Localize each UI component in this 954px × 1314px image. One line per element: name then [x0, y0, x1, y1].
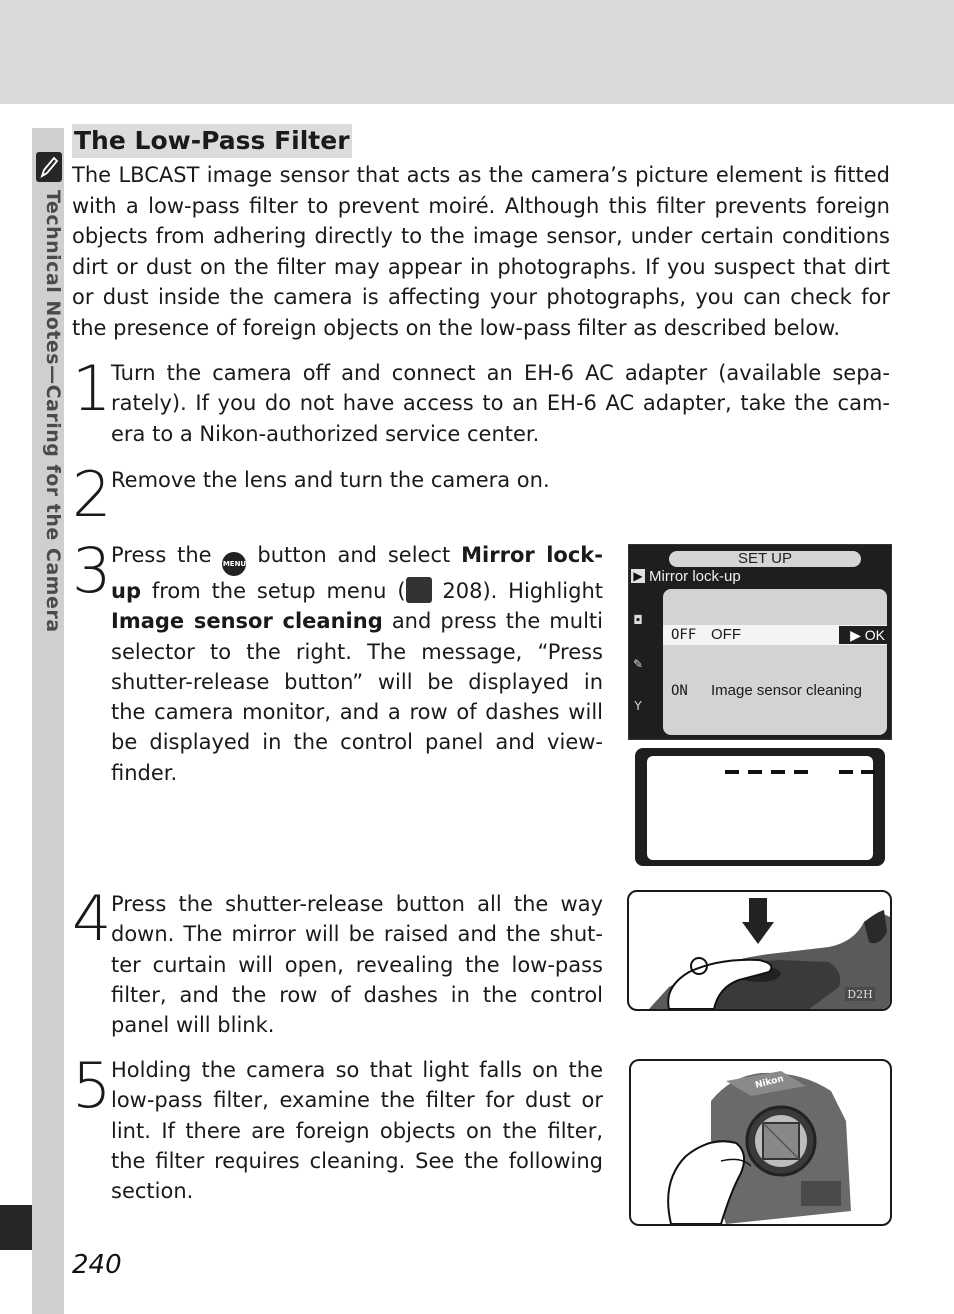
dash-segment [748, 770, 762, 774]
control-panel-lcd [647, 756, 873, 860]
menu-button-icon: MENU [222, 552, 246, 576]
menu-option-label: Image sensor cleaning [711, 682, 862, 699]
menu-option-off [663, 625, 887, 645]
dash-segment [861, 770, 875, 774]
menu-option-code: ON [671, 683, 688, 699]
menu-options-panel [663, 589, 887, 735]
sidebar-chapter-title: Technical Notes—Caring for the Camera [42, 190, 64, 633]
right-arrow-icon: ▶ [850, 627, 865, 643]
dash-segment [794, 770, 808, 774]
step-1-number: 1 [72, 352, 112, 425]
step-5-number: 5 [72, 1049, 112, 1122]
camera-tab-icon: ◘ [633, 613, 643, 627]
menu-item-title: Mirror lock-up [649, 568, 741, 585]
pencil-tab-icon: ✎ [632, 657, 644, 671]
camera-model-badge: D2H [847, 988, 873, 1001]
page-reference-icon [406, 577, 432, 603]
intro-paragraph: The LBCAST image sensor that acts as the camera’s picture element is fitted with a low-pass filter to prevent moiré. Although this filter prevents foreign objects from adhering directly to the image sensor, under certain conditions dirt or dust on the filter may appear in photographs. If you suspect that dirt or dust inside the camera is affecting your photographs, you can check for the presence of foreign objects on the low-pass filter as described below. [72, 163, 890, 340]
pencil-tab-icon [36, 152, 62, 182]
page-number: 240 [72, 1250, 122, 1280]
camera-body-illustration [629, 1059, 892, 1226]
menu-tab-column [629, 567, 647, 737]
dash-segment [725, 770, 739, 774]
menu-option-on [663, 681, 887, 701]
step-2-text: Remove the lens and turn the camera on. [111, 468, 550, 492]
control-panel-display [635, 748, 885, 866]
dash-segment [839, 770, 853, 774]
menu-header: SET UP [669, 551, 861, 567]
camera-brand-logo: Nikon [754, 1074, 785, 1091]
step-3-number: 3 [72, 534, 112, 607]
ok-indicator: ▶ OK [839, 626, 887, 644]
menu-option-code: OFF [671, 627, 697, 643]
step-1-text: Turn the camera off and connect an EH-6 AC adapter (available sepa-rately). If you do not have access to an EH-6 AC adapter, take the cam-era to a Nikon-authorized service center. [111, 361, 890, 446]
setup-menu-screen [628, 544, 892, 740]
shutter-press-illustration [627, 890, 892, 1011]
section-title: The Low-Pass Filter [72, 124, 352, 158]
step-2-number: 2 [72, 458, 112, 531]
menu-option-label: OFF [711, 626, 741, 643]
step-4-number: 4 [72, 882, 112, 955]
wrench-tab-icon: Y [634, 699, 642, 713]
step-4-text: Press the shutter-release button all the way down. The mirror will be raised and the shut-ter curtain will open, revealing the low-pass filter, and the row of dashes in the control panel will blink. [111, 892, 603, 1038]
sidebar-tab-marker [0, 1205, 32, 1250]
step-5-text: Holding the camera so that light falls on the low-pass filter, examine the filter for dust or lint. If there are foreign objects on the filter, the filter requires cleaning. See the following section. [111, 1058, 603, 1204]
step-3-text: Press the MENU button and select Mirror lock-up from the setup menu ( 208). Highlight Image sensor cleaning and press the multi selector to the right. The message, “Press shutter-release button” will be displayed in the camera monitor, and a row of dashes will be displayed in the control panel and view-finder. [111, 543, 603, 785]
dash-segment [771, 770, 785, 774]
header-band [0, 0, 954, 104]
playback-tab-icon: ▶ [631, 569, 645, 583]
